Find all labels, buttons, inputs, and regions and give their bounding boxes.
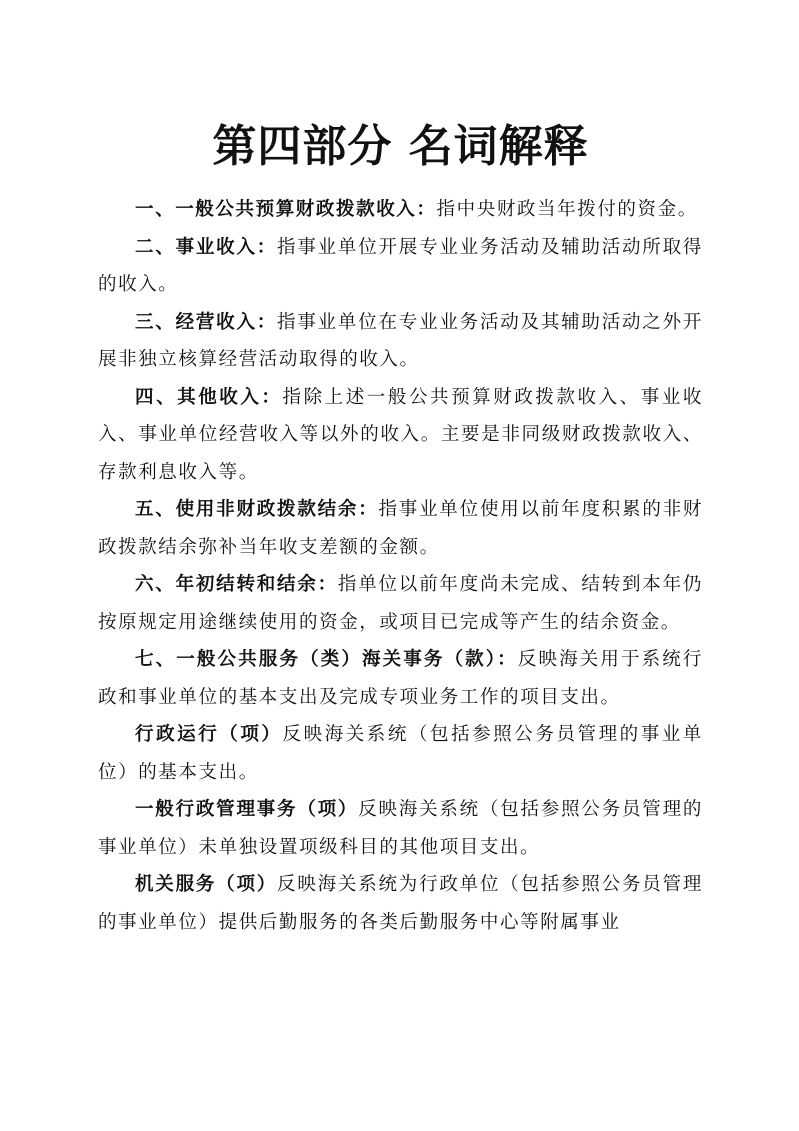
definition-entry-4 (98, 379, 703, 492)
definition-text: 指事业单位在专业业务活动及其辅助活动之外开展非独立核算经营活动取得的收入。 (98, 311, 703, 370)
page-title: 第四部分 名词解释 (212, 121, 589, 172)
definition-text: 指单位以前年度尚未完成、结转到本年仍按原规定用途继续使用的资金，或项目已完成等产生的结余资金。 (98, 574, 703, 633)
definition-entry-10 (98, 866, 703, 941)
definition-term: 二、事业收入： (135, 236, 278, 258)
definition-entry-1 (98, 191, 703, 229)
definition-text: 反映海关系统为行政单位（包括参照公务员管理的事业单位）提供后勤服务的各类后勤服务中心等附属事业 (98, 874, 703, 933)
definition-entry-5 (98, 491, 703, 566)
definition-entry-2 (98, 229, 703, 304)
definition-term: 三、经营收入： (135, 311, 278, 333)
definition-term: 四、其他收入： (135, 386, 283, 408)
definition-text: 指事业单位开展专业业务活动及辅助活动所取得的收入。 (98, 236, 703, 295)
definition-text: 指除上述一般公共预算财政拨款收入、事业收入、事业单位经营收入等以外的收入。主要是非同级财政拨款收入、存款利息收入等。 (98, 386, 703, 483)
definition-text: 反映海关系统（包括参照公务员管理的事业单位）的基本支出。 (98, 724, 703, 783)
definition-term: 六、年初结转和结余： (135, 574, 338, 595)
definition-text: 反映海关用于系统行政和事业单位的基本支出及完成专项业务工作的项目支出。 (98, 649, 703, 708)
definition-term: 机关服务（项） (135, 874, 278, 895)
definition-text: 反映海关系统（包括参照公务员管理的事业单位）未单独设置项级科目的其他项目支出。 (98, 799, 703, 858)
definition-term: 七、一般公共服务（类）海关事务（款）： (135, 649, 518, 670)
definition-list (98, 191, 703, 941)
definition-text: 指事业单位使用以前年度积累的非财政拨款结余弥补当年收支差额的金额。 (98, 499, 703, 558)
definition-term: 一、一般公共预算财政拨款收入： (135, 199, 437, 220)
definition-entry-7 (98, 641, 703, 716)
definition-text: 指中央财政当年拨付的资金。 (436, 199, 698, 220)
definition-term: 一般行政管理事务（项） (135, 799, 359, 820)
definition-entry-6 (98, 566, 703, 641)
definition-term: 五、使用非财政拨款结余： (135, 499, 379, 520)
definition-entry-3 (98, 304, 703, 379)
definition-entry-9 (98, 791, 703, 866)
definition-term: 行政运行（项） (135, 724, 283, 745)
definition-entry-8 (98, 716, 703, 791)
